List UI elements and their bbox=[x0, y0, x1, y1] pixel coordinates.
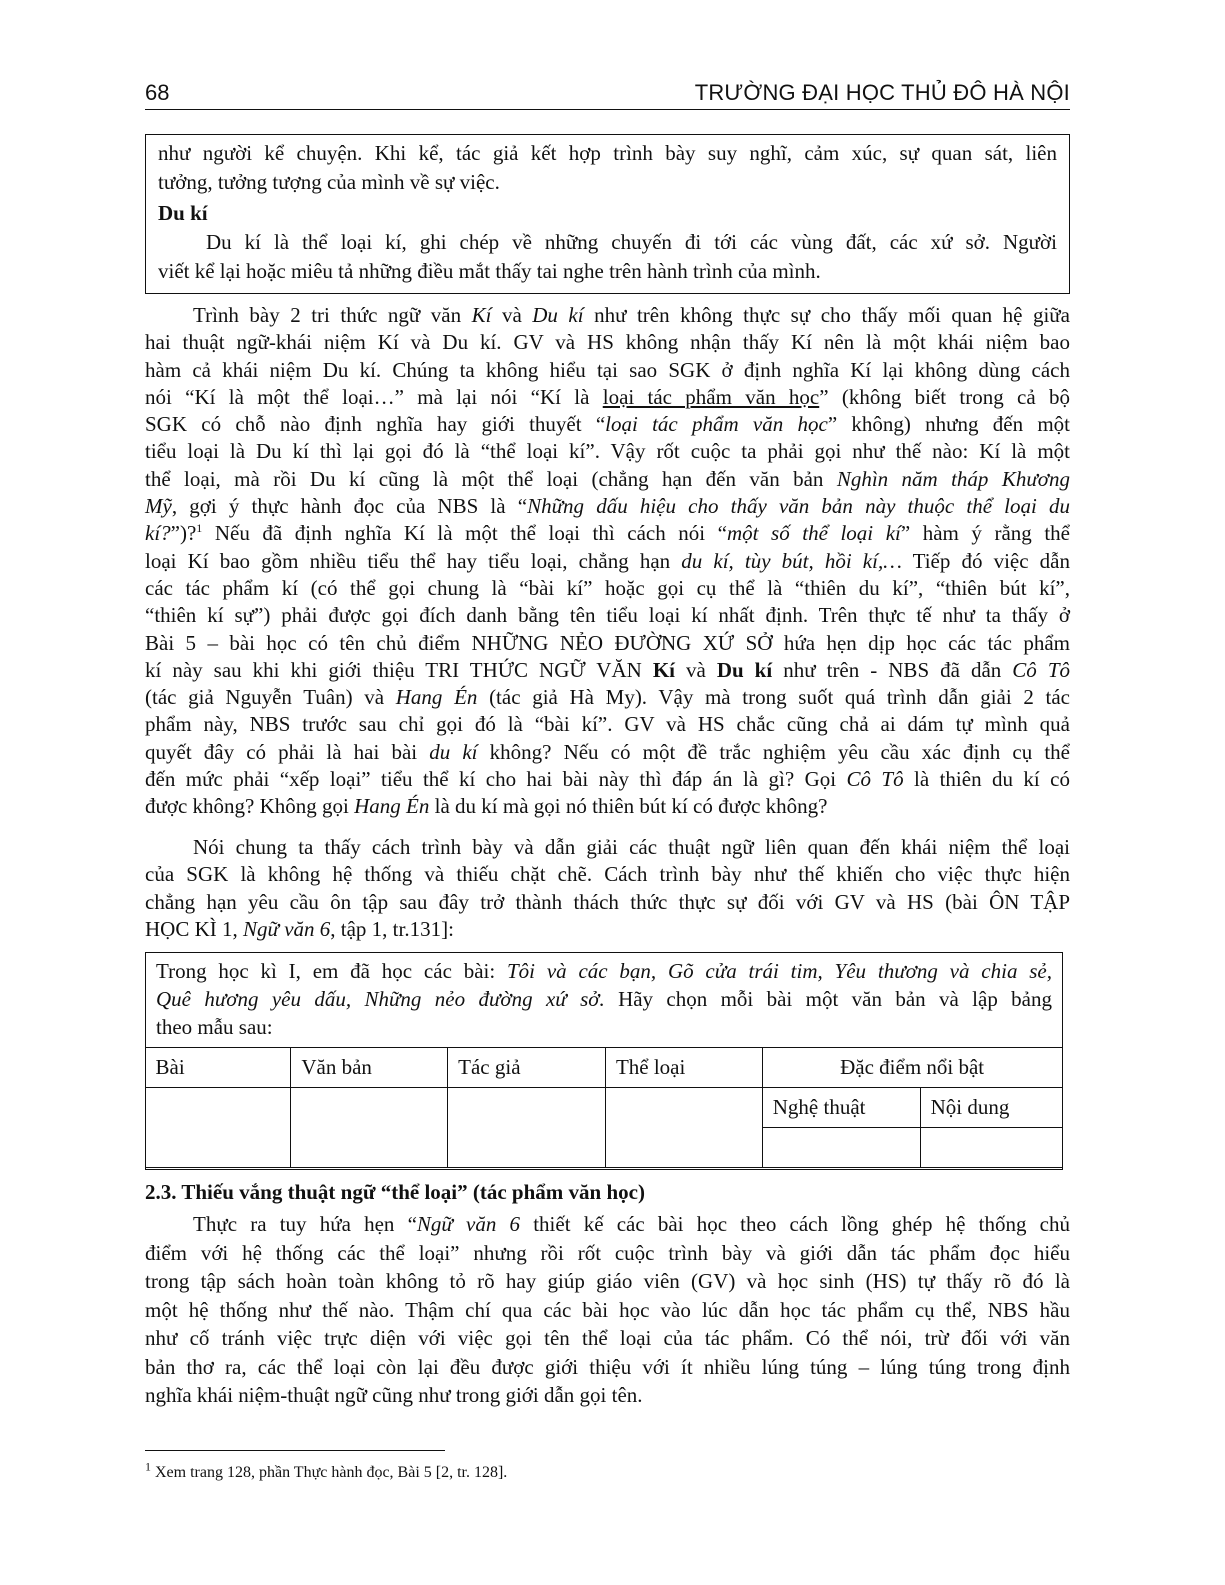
text-line: nói “Kí là một thể loại…” mà lại nói “Kí là loại tác phẩm văn học” (không biết trong cả bộ bbox=[145, 384, 1071, 409]
text-line: quyết đây có phải là hai bài du kí không? Nếu có một đề trắc nghiệm yêu cầu xác định cụ thể bbox=[145, 739, 1071, 764]
box-line: viết kể lại hoặc miêu tả những điều mắt thấy tai nghe trên hành trình của mình. bbox=[158, 259, 821, 283]
table-cell bbox=[145, 1088, 291, 1168]
footnote-divider bbox=[145, 1450, 445, 1451]
paragraph-1 bbox=[145, 302, 1070, 821]
footnote-mark: 1 bbox=[196, 521, 203, 536]
table-header-cell: Đặc điểm nổi bật bbox=[762, 1048, 1062, 1088]
text-line: Thực ra tuy hứa hẹn “Ngữ văn 6 thiết kế các bài học theo cách lồng ghép hệ thống chủ bbox=[193, 1212, 1070, 1236]
table-header-cell: Thể loại bbox=[605, 1048, 762, 1088]
text-line: Mỹ, gợi ý thực hành đọc của NBS là “Những dấu hiệu cho thấy văn bản này thuộc thể loại du bbox=[145, 494, 1071, 519]
table-cell bbox=[762, 1128, 920, 1168]
box-heading: Du kí bbox=[158, 201, 208, 225]
box-line: Du kí là thể loại kí, ghi chép về những chuyến đi tới các vùng đất, các xứ sở. Người bbox=[206, 230, 1057, 254]
text-line: Bài 5 – bài học có tên chủ điểm NHỮNG NẺO ĐƯỜNG XỨ SỞ hứa hẹn dịp học các tác phẩm bbox=[145, 630, 1070, 655]
table-cell bbox=[448, 1088, 606, 1168]
text-line: một hệ thống như thế nào. Thậm chí qua các bài học vào lúc dẫn học tác phẩm cụ thể, NBS hầu bbox=[145, 1297, 1070, 1322]
text-line: phẩm này, NBS trước sau chỉ gọi đó là “bài kí”. GV và HS chắc cũng chả ai dám tự mình quả bbox=[145, 712, 1070, 737]
box-line: theo mẫu sau: bbox=[156, 1015, 273, 1039]
text-line: trong tập sách hoàn toàn không tỏ rõ hay giúp giáo viên (GV) và học sinh (HS) tự thấy rõ đó là bbox=[145, 1269, 1070, 1293]
table-header-cell: Bài bbox=[145, 1048, 291, 1088]
text-line: loại Kí bao gồm nhiều tiểu thể hay tiểu loại, chẳng hạn du kí, tùy bút, hồi kí,… Tiếp đó việc dẫn bbox=[145, 548, 1070, 573]
exercise-box bbox=[145, 952, 1063, 1170]
journal-title: TRƯỜNG ĐẠI HỌC THỦ ĐÔ HÀ NỘI bbox=[694, 80, 1070, 105]
definition-box bbox=[145, 134, 1070, 294]
text-line: hàm cả khái niệm Du kí. Chúng ta không hiểu tại sao SGK ở định nghĩa Kí lại không dùng cách bbox=[145, 357, 1070, 382]
text-line: đến mức phải “xếp loại” tiểu thể kí cho hai bài này thì đáp án là gì? Gọi Cô Tô là thiên du kí có bbox=[145, 767, 1070, 792]
running-header bbox=[145, 76, 1070, 110]
table-cell bbox=[920, 1128, 1062, 1168]
text-line: (tác giả Nguyễn Tuân) và Hang Én (tác giả Hà My). Vậy mà trong suốt quá trình dẫn giải 2 tác bbox=[145, 685, 1070, 710]
box-line: như người kể chuyện. Khi kể, tác giả kết hợp trình bày suy nghĩ, cảm xúc, sự quan sát, liên bbox=[158, 141, 1057, 165]
footnote-mark: 1 bbox=[145, 1459, 151, 1474]
text-line: nghĩa khái niệm-thuật ngữ cũng như trong giới dẫn gọi tên. bbox=[145, 1383, 643, 1407]
box-line: Quê hương yêu dấu, Những nẻo đường xứ sở. Hãy chọn mỗi bài một văn bản và lập bảng bbox=[156, 987, 1052, 1011]
text-line: kí này sau khi khi giới thiệu TRI THỨC NGỮ VĂN Kí và Du kí như trên - NBS đã dẫn Cô Tô bbox=[145, 657, 1070, 682]
text-line: Trình bày 2 tri thức ngữ văn Kí và Du kí như trên không thực sự cho thấy mối quan hệ giữa bbox=[193, 303, 1070, 327]
box-line: tưởng, tưởng tượng của mình về sự việc. bbox=[158, 170, 500, 194]
text-line: “thiên kí sự”) phải được gọi đích danh bằng tên tiểu loại kí nhất định. Trên thực tế như ta thấy ở bbox=[145, 603, 1070, 628]
paragraph-2 bbox=[145, 834, 1070, 943]
table-subheader-cell: Nội dung bbox=[920, 1088, 1062, 1128]
text-line: như cố tránh việc trực diện với việc gọi tên thể loại của tác phẩm. Có thể nói, trừ đối với văn bbox=[145, 1326, 1070, 1350]
table-row bbox=[145, 1048, 1062, 1088]
section-heading: 2.3. Thiếu vắng thuật ngữ “thể loại” (tác phẩm văn học) bbox=[145, 1180, 645, 1204]
text-line: thể loại, mà rồi Du kí cũng là một thể loại (chẳng hạn đến văn bản Nghìn năm tháp Khương bbox=[145, 466, 1070, 491]
text-line: bản thơ ra, các thể loại còn lại đều được giới thiệu với ít nhiều lúng túng – lúng túng trong định bbox=[145, 1354, 1070, 1379]
text-line: HỌC KÌ 1, Ngữ văn 6, tập 1, tr.131]: bbox=[145, 916, 454, 941]
footnote-text: Xem trang 128, phần Thực hành đọc, Bài 5 [2, tr. 128]. bbox=[151, 1464, 508, 1481]
table-subheader-cell: Nghệ thuật bbox=[762, 1088, 920, 1128]
text-line: Nói chung ta thấy cách trình bày và dẫn giải các thuật ngữ liên quan đến khái niệm thể loại bbox=[193, 835, 1070, 859]
text-line: tiểu loại là Du kí thì lại gọi đó là “thể loại kí”. Vậy rốt cuộc ta phải gọi như thế nào: Kí là một bbox=[145, 439, 1070, 464]
table-cell bbox=[291, 1088, 448, 1168]
text-line: chẳng hạn yêu cầu ôn tập sau đây trở thành thách thức thực sự đối với GV và HS (bài ÔN TẬP bbox=[145, 889, 1070, 914]
text-line: điểm với hệ thống các thể loại” nhưng rồi rốt cuộc trình bày và giới dẫn tác phẩm đọc hiểu bbox=[145, 1240, 1070, 1265]
text-line: kí?”)?$^1$ Nếu đã định nghĩa Kí là một thể loại thì cách nói “một số thể loại kí” hàm ý rằng thể bbox=[145, 521, 1071, 546]
template-table bbox=[145, 1047, 1063, 1168]
paragraph-3 bbox=[145, 1210, 1070, 1410]
table-header-cell: Tác giả bbox=[448, 1048, 606, 1088]
page-number: 68 bbox=[145, 80, 170, 105]
text-line: được không? Không gọi Hang Én là du kí mà gọi nó thiên bút kí có được không? bbox=[145, 794, 828, 819]
table-header-cell: Văn bản bbox=[291, 1048, 448, 1088]
text-line: của SGK là không hệ thống và thiếu chặt chẽ. Cách trình bày như thế khiến cho việc thực hiện bbox=[145, 862, 1070, 887]
table-row bbox=[145, 1088, 1062, 1128]
table-cell bbox=[605, 1088, 762, 1168]
footnote bbox=[145, 1459, 508, 1482]
exercise-prompt bbox=[146, 953, 1062, 1048]
box-line: Trong học kì I, em đã học các bài: Tôi và các bạn, Gõ cửa trái tim, Yêu thương và chia sẻ, bbox=[156, 959, 1052, 983]
text-line: hai thuật ngữ-khái niệm Kí và Du kí. GV và HS không nhận thấy Kí nên là một khái niệm bao bbox=[145, 330, 1070, 355]
text-line: SGK có chỗ nào định nghĩa hay giới thuyết “loại tác phẩm văn học” không) nhưng đến một bbox=[145, 412, 1071, 437]
text-line: các tác phẩm kí (có thể gọi chung là “bài kí” hoặc gọi cụ thể là “thiên du kí”, “thiên bút kí”, bbox=[145, 575, 1070, 600]
